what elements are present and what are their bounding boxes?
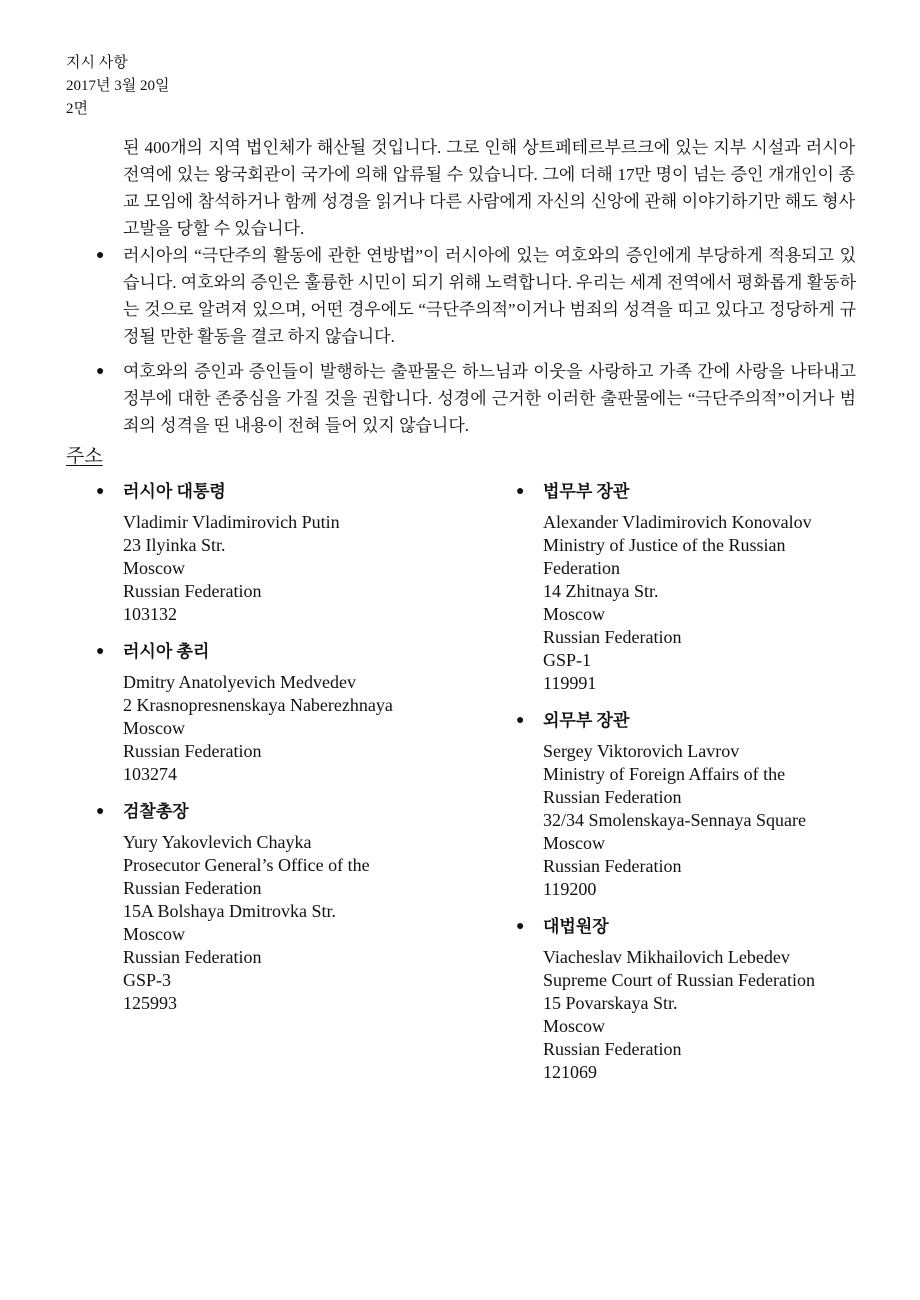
address-block [516,913,876,1084]
address-recipient-title: 대법원장 [543,917,609,936]
bullet-text: 여호와의 증인과 증인들이 발행하는 출판물은 하느님과 이웃을 사랑하고 가족 간에 사랑을 나타내고 정부에 대한 존중심을 가질 것을 권합니다. 성경에 근거한 이러한 출판물에는 “극단주의적”이거나 범죄의 성격을 띤 내용이 전혀 들어 있지 않습니다. [123,362,856,435]
address-line: GSP-3 [123,970,172,990]
address-lines [123,671,456,786]
address-line: Yury Yakovlevich Chayka [123,832,312,852]
bullet-icon: ● [96,644,105,659]
address-block [96,798,456,1015]
address-line: Supreme Court of Russian Federation [543,970,815,990]
address-line: 32/34 Smolenskaya-Sennaya Square [543,810,806,830]
address-line: Federation [543,558,620,578]
bullet-icon: ● [96,248,105,263]
address-line: 15 Povarskaya Str. [543,993,678,1013]
address-block [96,638,456,786]
address-line: Viacheslav Mikhailovich Lebedev [543,947,790,967]
addresses-left-column [96,478,456,1027]
bullet-icon: ● [96,484,105,499]
address-line: Moscow [123,718,185,738]
address-lines [123,511,456,626]
address-line: 119991 [543,673,597,693]
address-lines [543,946,876,1084]
address-line: 121069 [543,1062,597,1082]
page-header [66,52,169,121]
address-block [516,707,876,901]
address-line: Russian Federation [123,741,262,761]
bullet-list [96,242,856,447]
bullet-item [96,358,856,439]
bullet-item [96,242,856,350]
address-recipient-title: 러시아 대통령 [123,482,226,501]
address-line: 2 Krasnopresnenskaya Naberezhnaya [123,695,393,715]
address-line: Russian Federation [543,787,682,807]
address-recipient-title: 러시아 총리 [123,642,210,661]
address-line: Alexander Vladimirovich Konovalov [543,512,812,532]
address-line: Dmitry Anatolyevich Medvedev [123,672,356,692]
address-recipient-title: 법무부 장관 [543,482,630,501]
address-line: 14 Zhitnaya Str. [543,581,659,601]
address-line: Moscow [123,558,185,578]
header-subject: 지시 사항 [66,55,128,71]
address-line: 103274 [123,764,177,784]
addresses-right-column [516,478,876,1096]
address-line: 103132 [123,604,177,624]
address-line: Russian Federation [543,627,682,647]
bullet-icon: ● [96,804,105,819]
address-lines [123,831,456,1015]
address-line: Russian Federation [543,1039,682,1059]
bullet-icon: ● [516,484,525,499]
bullet-text: 러시아의 “극단주의 활동에 관한 연방법”이 러시아에 있는 여호와의 증인에게 부당하게 적용되고 있습니다. 여호와의 증인은 훌륭한 시민이 되기 위해 노력합니다. 우리는 세계 전역에서 평화롭게 활동하는 것으로 알려져 있으며, 어떤 경우에도 “극단주의적”이거나 범죄의 성격을 띠고 있다고 정당하게 규정될 만한 활동을 결코 하지 않습니다. [123,246,856,346]
address-block [516,478,876,695]
bullet-icon: ● [96,364,105,379]
continued-paragraph: 된 400개의 지역 법인체가 해산될 것입니다. 그로 인해 상트페테르부르크에 있는 지부 시설과 러시아 전역에 있는 왕국회관이 국가에 의해 압류될 수 있습니다. 그에 더해 17만 명이 넘는 증인 개개인이 종교 모임에 참석하거나 함께 성경을 읽거나 다른 사람에게 자신의 신앙에 관해 이야기하기만 해도 형사 고발을 당할 수 있습니다. [123,138,855,238]
address-line: 125993 [123,993,177,1013]
address-line: 23 Ilyinka Str. [123,535,226,555]
addresses-heading: 주소 [66,446,103,467]
address-line: Vladimir Vladimirovich Putin [123,512,340,532]
header-date: 2017년 3월 20일 [66,78,170,94]
address-block [96,478,456,626]
address-line: Ministry of Foreign Affairs of the [543,764,786,784]
address-line: GSP-1 [543,650,592,670]
address-line: Moscow [123,924,185,944]
address-line: Moscow [543,604,605,624]
address-line: Russian Federation [123,947,262,967]
address-line: 15A Bolshaya Dmitrovka Str. [123,901,336,921]
bullet-icon: ● [516,713,525,728]
address-line: Russian Federation [543,856,682,876]
address-recipient-title: 검찰총장 [123,802,189,821]
address-recipient-title: 외무부 장관 [543,711,630,730]
address-line: Moscow [543,1016,605,1036]
address-line: Moscow [543,833,605,853]
address-lines [543,740,876,901]
address-line: Sergey Viktorovich Lavrov [543,741,740,761]
address-line: Russian Federation [123,878,262,898]
address-line: 119200 [543,879,597,899]
bullet-icon: ● [516,919,525,934]
address-line: Ministry of Justice of the Russian [543,535,786,555]
header-page-number: 2면 [66,101,88,117]
address-line: Russian Federation [123,581,262,601]
address-lines [543,511,876,695]
address-line: Prosecutor General’s Office of the [123,855,370,875]
